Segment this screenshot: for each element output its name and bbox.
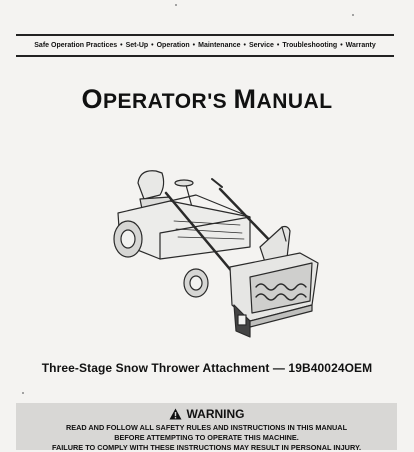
title-initial-o: O bbox=[81, 84, 103, 114]
topic-separator: • bbox=[192, 42, 196, 49]
title-word-operators: PERATOR'S bbox=[102, 90, 228, 113]
warning-line-1: READ AND FOLLOW ALL SAFETY RULES AND INSTRUCTIONS IN THIS MANUAL bbox=[65, 423, 348, 432]
warning-line-2: BEFORE ATTEMPTING TO OPERATE THIS MACHINE. bbox=[114, 433, 299, 442]
riding-tractor-with-snow-thrower-illustration bbox=[100, 155, 330, 350]
header-bottom-rule bbox=[16, 55, 394, 57]
topic-warranty[interactable]: Warranty bbox=[345, 42, 376, 49]
topic-safe-operation[interactable]: Safe Operation Practices bbox=[34, 42, 118, 49]
topic-separator: • bbox=[276, 42, 280, 49]
title-word-manual: ANUAL bbox=[256, 90, 333, 113]
topics-bar bbox=[16, 36, 394, 55]
scan-speck bbox=[22, 392, 24, 394]
title-initial-m: M bbox=[233, 84, 257, 114]
scan-speck bbox=[175, 4, 177, 6]
warning-label: WARNING bbox=[186, 407, 245, 421]
topic-separator: • bbox=[120, 42, 123, 49]
topic-separator: • bbox=[151, 42, 154, 49]
warning-band bbox=[16, 403, 397, 450]
warning-heading bbox=[16, 407, 397, 421]
topic-separator: • bbox=[243, 42, 246, 49]
topic-troubleshooting[interactable]: Troubleshooting bbox=[282, 42, 338, 49]
product-subtitle: Three-Stage Snow Thrower Attachment — 19B40024OEM bbox=[41, 361, 373, 375]
topic-maintenance[interactable]: Maintenance bbox=[198, 42, 241, 49]
topic-service[interactable]: Service bbox=[248, 42, 274, 49]
warning-line-3: FAILURE TO COMPLY WITH THESE INSTRUCTIONS MAY RESULT IN PERSONAL INJURY. bbox=[51, 443, 362, 452]
page-title bbox=[0, 84, 414, 115]
topic-separator: • bbox=[340, 42, 343, 49]
scan-speck bbox=[352, 14, 354, 16]
warning-triangle-icon bbox=[169, 408, 182, 420]
topic-setup[interactable]: Set-Up bbox=[125, 42, 149, 49]
topic-operation[interactable]: Operation bbox=[156, 42, 190, 49]
